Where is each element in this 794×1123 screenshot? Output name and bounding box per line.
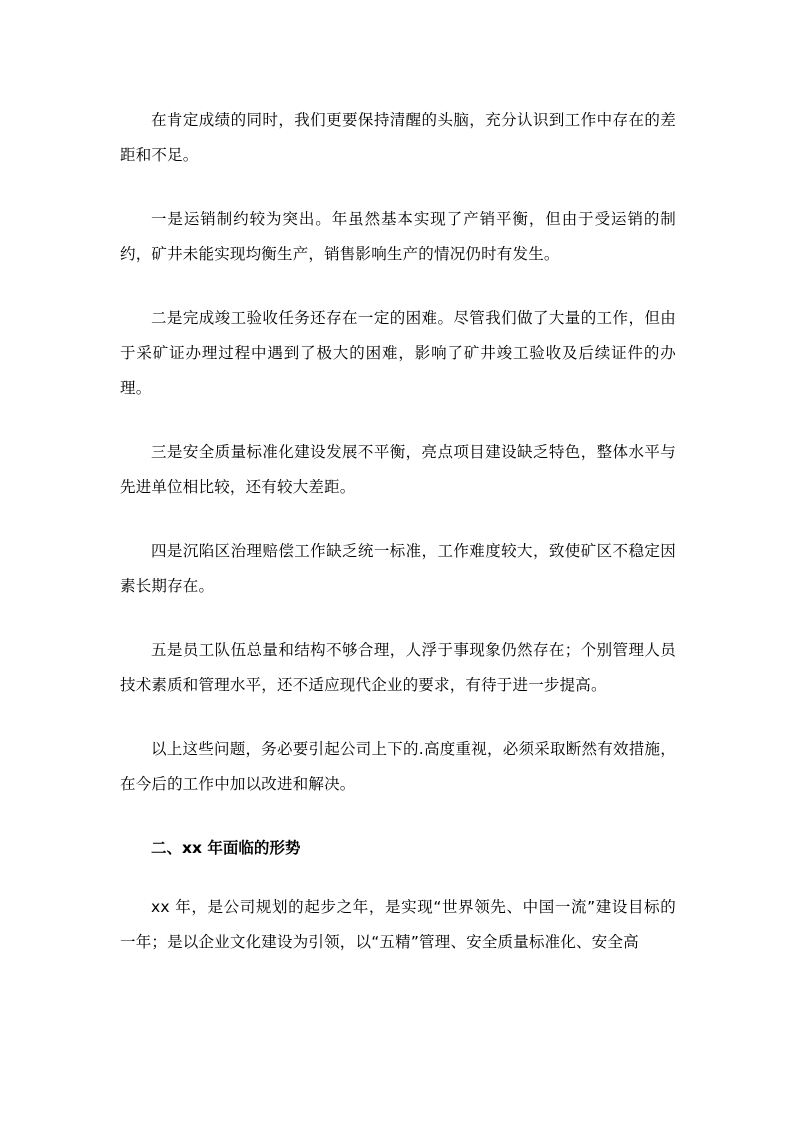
- paragraph-issue-one: 一是运销制约较为突出。年虽然基本实现了产销平衡，但由于受运销的制约，矿井未能实现均衡生产，销售影响生产的情况仍时有发生。: [120, 210, 676, 263]
- paragraph-situation: xx 年，是公司规划的起步之年，是实现“世界领先、中国一流”建设目标的一年；是以企业文化建设为引领，以“五精”管理、安全质量标准化、安全高: [120, 898, 676, 951]
- document-body: [120, 103, 676, 989]
- section-heading: 二、xx 年面临的形势: [151, 839, 301, 857]
- paragraph-issue-two: 二是完成竣工验收任务还存在一定的困难。尽管我们做了大量的工作，但由于采矿证办理过程中遇到了极大的困难，影响了矿井竣工验收及后续证件的办理。: [120, 309, 676, 397]
- paragraph-conclusion: 以上这些问题，务必要引起公司上下的.高度重视，必须采取断然有效措施，在今后的工作中加以改进和解决。: [120, 740, 676, 793]
- paragraph-shortcomings-intro: 在肯定成绩的同时，我们更要保持清醒的头脑，充分认识到工作中存在的差距和不足。: [120, 111, 676, 164]
- paragraph-issue-three: 三是安全质量标准化建设发展不平衡，亮点项目建设缺乏特色，整体水平与先进单位相比较，还有较大差距。: [120, 443, 676, 496]
- paragraph-issue-five: 五是员工队伍总量和结构不够合理，人浮于事现象仍然存在；个别管理人员技术素质和管理水平，还不适应现代企业的要求，有待于进一步提高。: [120, 641, 676, 694]
- paragraph-issue-four: 四是沉陷区治理赔偿工作缺乏统一标准，工作难度较大，致使矿区不稳定因素长期存在。: [120, 542, 676, 595]
